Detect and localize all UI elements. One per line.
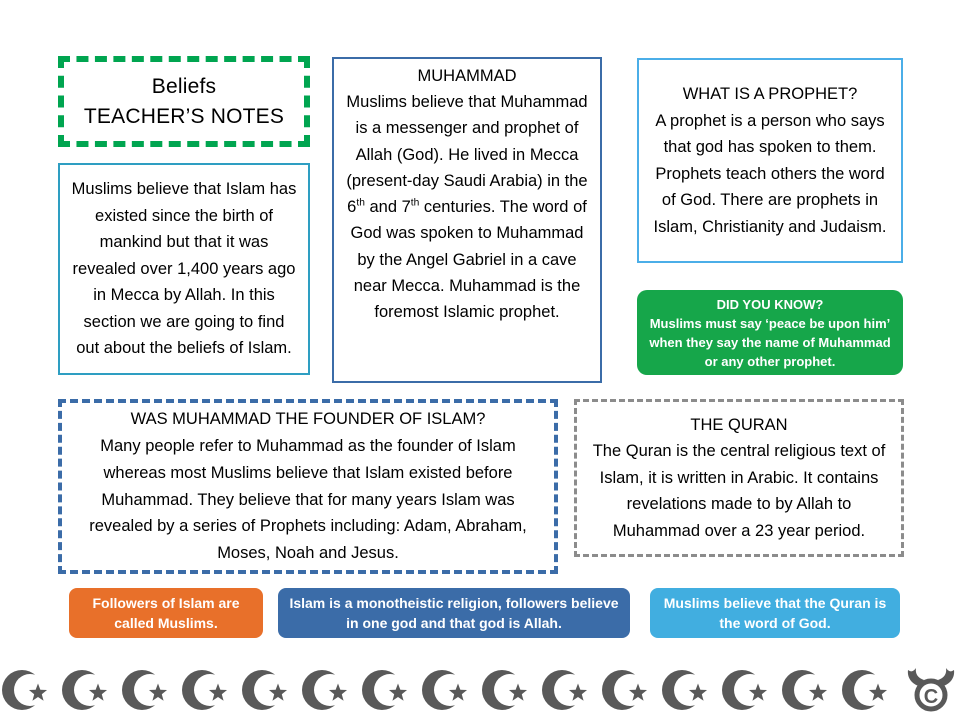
founder-box bbox=[58, 399, 558, 574]
muhammad-body-part-1: Muslims believe that Muhammad is a messenger and prophet of Allah (God). He lived in Mecca (present-day Saudi Arabia) in the 6 bbox=[346, 93, 588, 217]
muhammad-box bbox=[332, 57, 602, 383]
muhammad-body bbox=[342, 89, 592, 326]
copyright-antlers-logo bbox=[900, 662, 960, 718]
callout-monotheistic-religion: Islam is a monotheistic religion, followers believe in one god and that god is Allah. bbox=[278, 588, 630, 638]
crescent-star-icon bbox=[840, 662, 900, 718]
crescent-star-icon bbox=[780, 662, 840, 718]
crescent-star-icon bbox=[540, 662, 600, 718]
quran-body: The Quran is the central religious text of Islam, it is written in Arabic. It contains revelations made to by Allah to Muhammad over a 23 year period. bbox=[592, 442, 886, 540]
did-you-know-box bbox=[637, 290, 903, 375]
prophet-box bbox=[637, 58, 903, 263]
did-you-know-heading: DID YOU KNOW? bbox=[716, 296, 824, 312]
muhammad-sup-1: th bbox=[356, 197, 365, 209]
footer-ornament-border bbox=[0, 660, 960, 720]
founder-heading: WAS MUHAMMAD THE FOUNDER OF ISLAM? bbox=[130, 410, 486, 429]
title-line-1: Beliefs bbox=[151, 74, 217, 98]
founder-body: Many people refer to Muhammad as the founder of Islam whereas most Muslims believe that Islam existed before Muhammad. They believe that for many years Islam was revealed by a series of Prophets including: Adam, Abraham, Moses, Noah and Jesus. bbox=[89, 436, 527, 563]
crescent-star-icon bbox=[120, 662, 180, 718]
crescent-star-icon bbox=[720, 662, 780, 718]
title-box bbox=[58, 56, 310, 147]
crescent-star-icon bbox=[360, 662, 420, 718]
prophet-body: A prophet is a person who says that god has spoken to them. Prophets teach others the word of God. There are prophets in Islam, Christianity and Judaism. bbox=[653, 111, 887, 236]
crescent-star-icon bbox=[180, 662, 240, 718]
did-you-know-body: Muslims must say ‘peace be upon him’ when they say the name of Muhammad or any other prophet. bbox=[649, 315, 891, 369]
crescent-star-icon bbox=[660, 662, 720, 718]
intro-box bbox=[58, 163, 310, 375]
title-line-2: TEACHER’S NOTES bbox=[83, 104, 285, 128]
svg-text:C: C bbox=[923, 686, 939, 708]
crescent-star-icon bbox=[300, 662, 360, 718]
muhammad-body-part-2: and 7 bbox=[364, 198, 411, 217]
crescent-star-icon bbox=[60, 662, 120, 718]
crescent-star-icon bbox=[420, 662, 480, 718]
callout-followers-of-islam: Followers of Islam are called Muslims. bbox=[69, 588, 263, 638]
muhammad-body-part-3: centuries. The word of God was spoken to Muhammad by the Angel Gabriel in a cave near Mecca. Muhammad is the foremost Islamic prophet. bbox=[350, 198, 587, 322]
muhammad-sup-2: th bbox=[410, 197, 420, 209]
prophet-heading: WHAT IS A PROPHET? bbox=[682, 85, 858, 103]
callout-quran-word-of-god: Muslims believe that the Quran is the word of God. bbox=[650, 588, 900, 638]
crescent-star-icon bbox=[240, 662, 300, 718]
quran-heading: THE QURAN bbox=[690, 415, 788, 434]
quran-box bbox=[574, 399, 904, 557]
crescent-star-icon bbox=[480, 662, 540, 718]
intro-body: Muslims believe that Islam has existed since the birth of mankind but that it was revealed over 1,400 years ago in Mecca by Allah. In this section we are going to find out about the beliefs of Islam. bbox=[71, 180, 297, 358]
muhammad-heading: MUHAMMAD bbox=[417, 67, 517, 85]
crescent-star-icon bbox=[0, 662, 60, 718]
crescent-star-icon bbox=[600, 662, 660, 718]
